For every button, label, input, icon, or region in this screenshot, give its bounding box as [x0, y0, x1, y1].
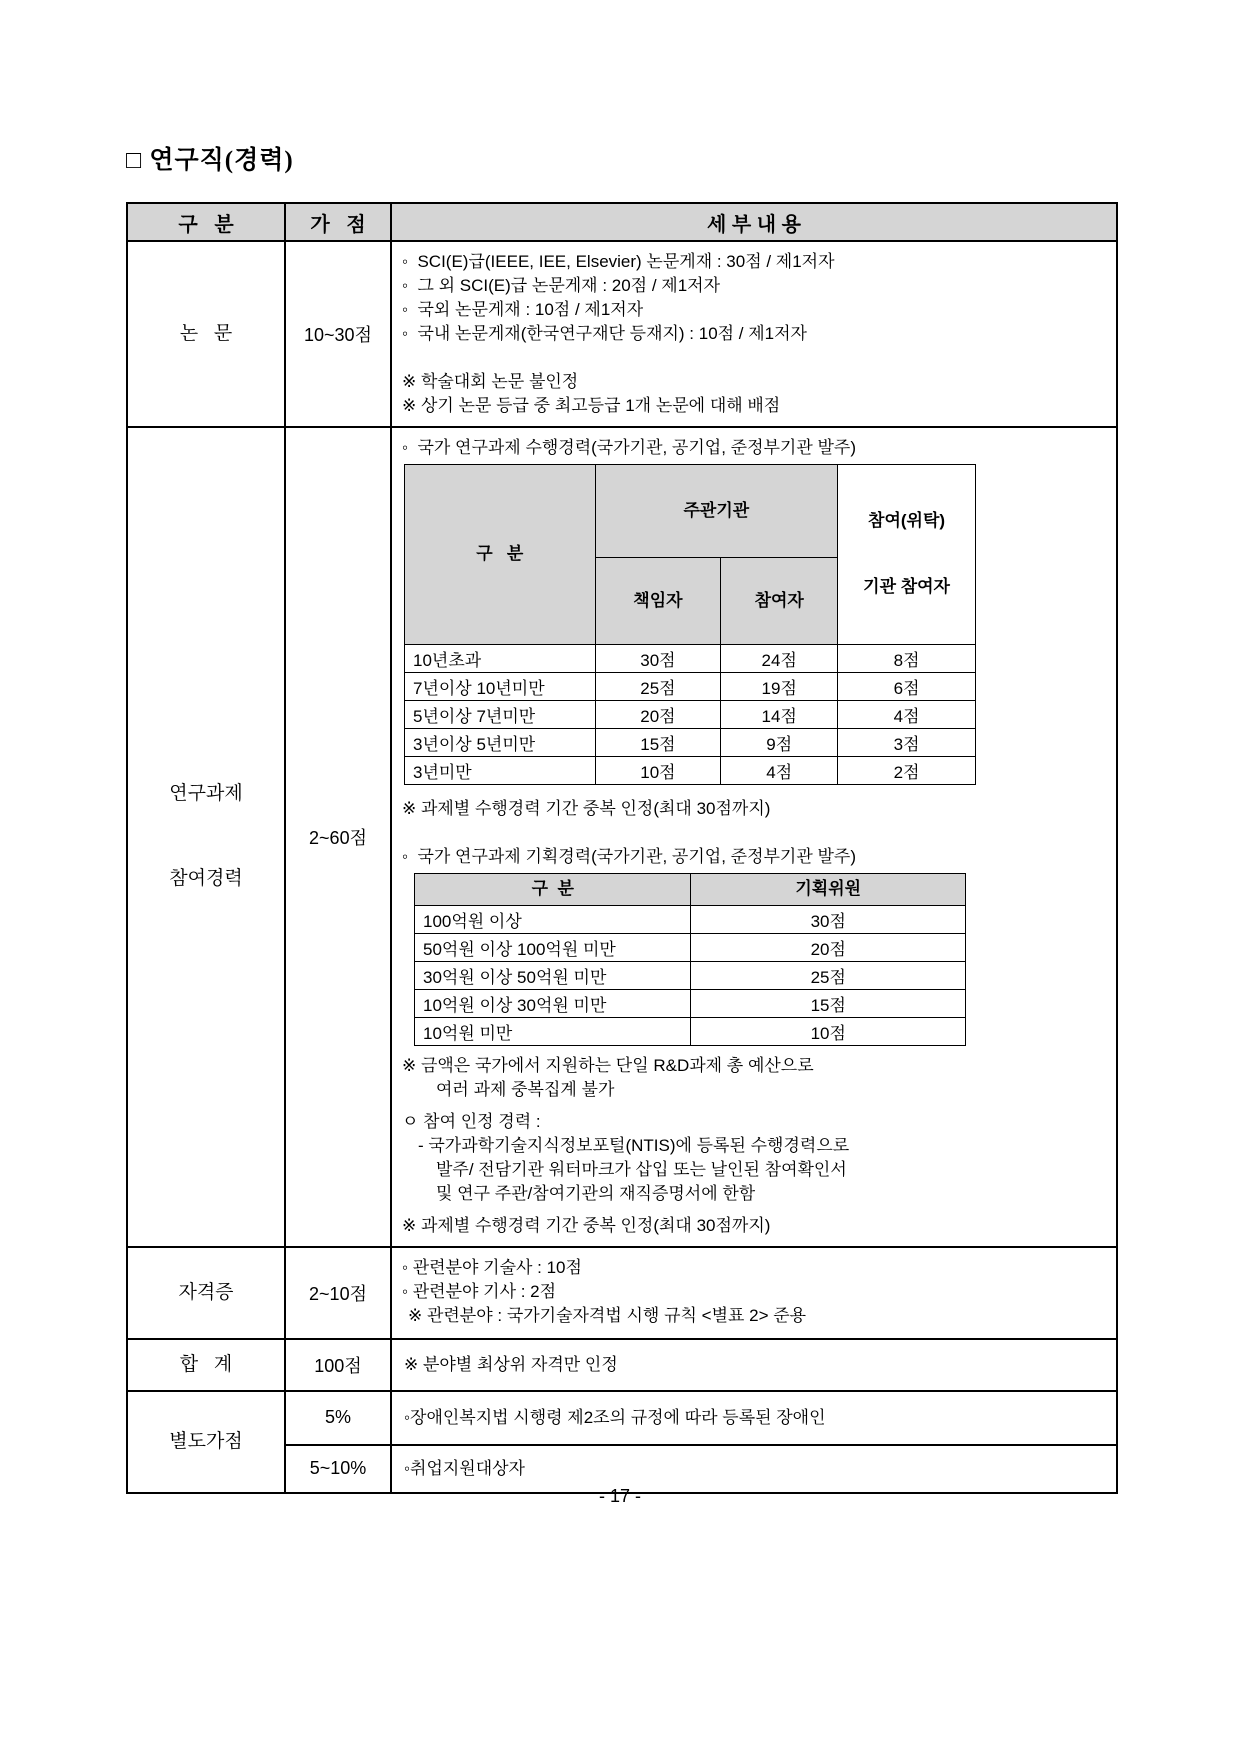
page-number: - 17 - — [598, 1486, 641, 1506]
project-category-line: 연구과제 — [169, 782, 243, 804]
overlap-note: ※ 과제별 수행경력 기간 중복 인정(최대 30점까지) — [402, 1215, 771, 1235]
row-project — [127, 427, 1117, 1247]
plan-experience-table — [414, 873, 966, 1046]
row-total — [127, 1339, 1117, 1391]
recognition-line: - 국가과학기술지식정보포털(NTIS)에 등록된 수행경력으로 — [418, 1135, 850, 1155]
paper-details — [391, 241, 1117, 427]
exec-row-label: 7년이상 10년미만 — [405, 672, 596, 700]
criteria-table — [126, 202, 1118, 1494]
spacer — [402, 1102, 1106, 1110]
recognition-heading: ㅇ 참여 인정 경력 : — [402, 1111, 541, 1131]
total-category: 합 계 — [127, 1339, 285, 1391]
project-details — [391, 427, 1117, 1247]
plan-header-row — [415, 873, 966, 905]
plan-row-label: 30억원 이상 50억원 미만 — [415, 961, 691, 989]
exec-row-consigned: 6점 — [838, 672, 976, 700]
exec-row-participant: 14점 — [721, 700, 838, 728]
exec-header-category: 구 분 — [405, 465, 596, 645]
plan-row-value: 15점 — [691, 989, 966, 1017]
exec-table-row — [405, 644, 976, 672]
exec-row-label: 3년이상 5년미만 — [405, 728, 596, 756]
header-row — [127, 203, 1117, 241]
budget-note-line: ※ 금액은 국가에서 지원하는 단일 R&D과제 총 예산으로 — [402, 1055, 814, 1075]
exec-row-participant: 9점 — [721, 728, 838, 756]
license-item: ◦ 관련분야 기사 : 2점 — [402, 1281, 557, 1301]
total-points: 100점 — [285, 1339, 391, 1391]
exec-header-consigned-line: 기관 참여자 — [863, 577, 950, 597]
paper-points: 10~30점 — [285, 241, 391, 427]
exec-row-participant: 24점 — [721, 644, 838, 672]
plan-table-row — [415, 961, 966, 989]
plan-experience-heading: ◦ 국가 연구과제 기획경력(국가기관, 공기업, 준정부기관 발주) — [402, 846, 856, 866]
document-content — [126, 140, 1116, 1494]
exec-row-label: 3년미만 — [405, 756, 596, 784]
exec-experience-heading: ◦ 국가 연구과제 수행경력(국가기관, 공기업, 준정부기관 발주) — [402, 438, 856, 457]
exec-table-row — [405, 728, 976, 756]
total-details — [391, 1339, 1117, 1391]
plan-row-label: 100억원 이상 — [415, 905, 691, 933]
paper-item: ◦ 그 외 SCI(E)급 논문게재 : 20점 / 제1저자 — [402, 276, 720, 295]
exec-header-consigned — [838, 465, 976, 645]
exec-row-consigned: 3점 — [838, 728, 976, 756]
plan-table-row — [415, 933, 966, 961]
project-category — [127, 427, 285, 1247]
license-note: ※ 관련분야 : 국가기술자격법 시행 규칙 <별표 2> 준용 — [408, 1305, 807, 1325]
exec-row-label: 5년이상 7년미만 — [405, 700, 596, 728]
recognition-line: 및 연구 주관/참여기관의 재직증명서에 한함 — [436, 1183, 756, 1203]
exec-row-responsible: 20점 — [595, 700, 721, 728]
paper-item: ◦ 국외 논문게재 : 10점 / 제1저자 — [402, 300, 644, 319]
header-points: 가 점 — [285, 203, 391, 241]
plan-header-committee: 기획위원 — [691, 873, 966, 905]
row-license — [127, 1247, 1117, 1339]
exec-table-row — [405, 672, 976, 700]
exec-row-responsible: 25점 — [595, 672, 721, 700]
exec-row-consigned: 8점 — [838, 644, 976, 672]
exec-table-row — [405, 700, 976, 728]
total-note: ※ 분야별 최상위 자격만 인정 — [404, 1354, 618, 1374]
exec-row-participant: 19점 — [721, 672, 838, 700]
exec-header-responsible: 책임자 — [595, 557, 721, 644]
license-details — [391, 1247, 1117, 1339]
exec-row-responsible: 10점 — [595, 756, 721, 784]
project-category-line: 참여경력 — [169, 868, 243, 890]
exec-header-lead-org: 주관기관 — [595, 465, 838, 558]
spacer — [402, 821, 1106, 845]
exec-row-participant: 4점 — [721, 756, 838, 784]
exec-header-row-1 — [405, 465, 976, 558]
overlap-note: ※ 과제별 수행경력 기간 중복 인정(최대 30점까지) — [402, 798, 771, 818]
budget-note-line: 여러 과제 중복집계 불가 — [436, 1079, 615, 1099]
paper-category: 논 문 — [127, 241, 285, 427]
exec-row-responsible: 30점 — [595, 644, 721, 672]
plan-table-row — [415, 1017, 966, 1045]
plan-header-category: 구 분 — [415, 873, 691, 905]
header-category: 구 분 — [127, 203, 285, 241]
plan-row-label: 10억원 이상 30억원 미만 — [415, 989, 691, 1017]
plan-row-value: 10점 — [691, 1017, 966, 1045]
exec-table-row — [405, 756, 976, 784]
row-paper — [127, 241, 1117, 427]
recognition-line: 발주/ 전담기관 워터마크가 삽입 또는 날인된 참여확인서 — [436, 1159, 847, 1179]
exec-row-consigned: 2점 — [838, 756, 976, 784]
paper-note: ※ 학술대회 논문 불인정 — [402, 372, 579, 391]
extra-category: 별도가점 — [127, 1391, 285, 1493]
exec-row-responsible: 15점 — [595, 728, 721, 756]
license-item: ◦ 관련분야 기술사 : 10점 — [402, 1257, 582, 1277]
exec-header-participant: 참여자 — [721, 557, 838, 644]
extra-detail-line: ◦장애인복지법 시행령 제2조의 규정에 따라 등록된 장애인 — [404, 1407, 826, 1427]
exec-row-label: 10년초과 — [405, 644, 596, 672]
page-title: □ 연구직(경력) — [126, 147, 294, 174]
project-points: 2~60점 — [285, 427, 391, 1247]
plan-row-value: 20점 — [691, 933, 966, 961]
plan-row-label: 10억원 미만 — [415, 1017, 691, 1045]
exec-row-consigned: 4점 — [838, 700, 976, 728]
plan-row-label: 50억원 이상 100억원 미만 — [415, 933, 691, 961]
spacer — [402, 1206, 1106, 1214]
spacer — [402, 346, 1106, 370]
paper-item: ◦ SCI(E)급(IEEE, IEE, Elsevier) 논문게재 : 30점 / 제1저자 — [402, 252, 835, 271]
exec-experience-table — [404, 464, 976, 785]
extra-points-1: 5% — [285, 1391, 391, 1445]
plan-row-value: 30점 — [691, 905, 966, 933]
extra-points-2: 5~10% — [285, 1445, 391, 1493]
plan-table-row — [415, 989, 966, 1017]
license-points: 2~10점 — [285, 1247, 391, 1339]
exec-header-consigned-line: 참여(위탁) — [868, 511, 946, 531]
paper-item: ◦ 국내 논문게재(한국연구재단 등재지) : 10점 / 제1저자 — [402, 324, 807, 343]
paper-note: ※ 상기 논문 등급 중 최고등급 1개 논문에 대해 배점 — [402, 396, 781, 415]
plan-table-row — [415, 905, 966, 933]
license-category: 자격증 — [127, 1247, 285, 1339]
header-details: 세 부 내 용 — [391, 203, 1117, 241]
extra-details-1 — [391, 1391, 1117, 1445]
row-extra-points-1 — [127, 1391, 1117, 1445]
extra-detail-line: ◦취업지원대상자 — [404, 1458, 525, 1478]
plan-row-value: 25점 — [691, 961, 966, 989]
